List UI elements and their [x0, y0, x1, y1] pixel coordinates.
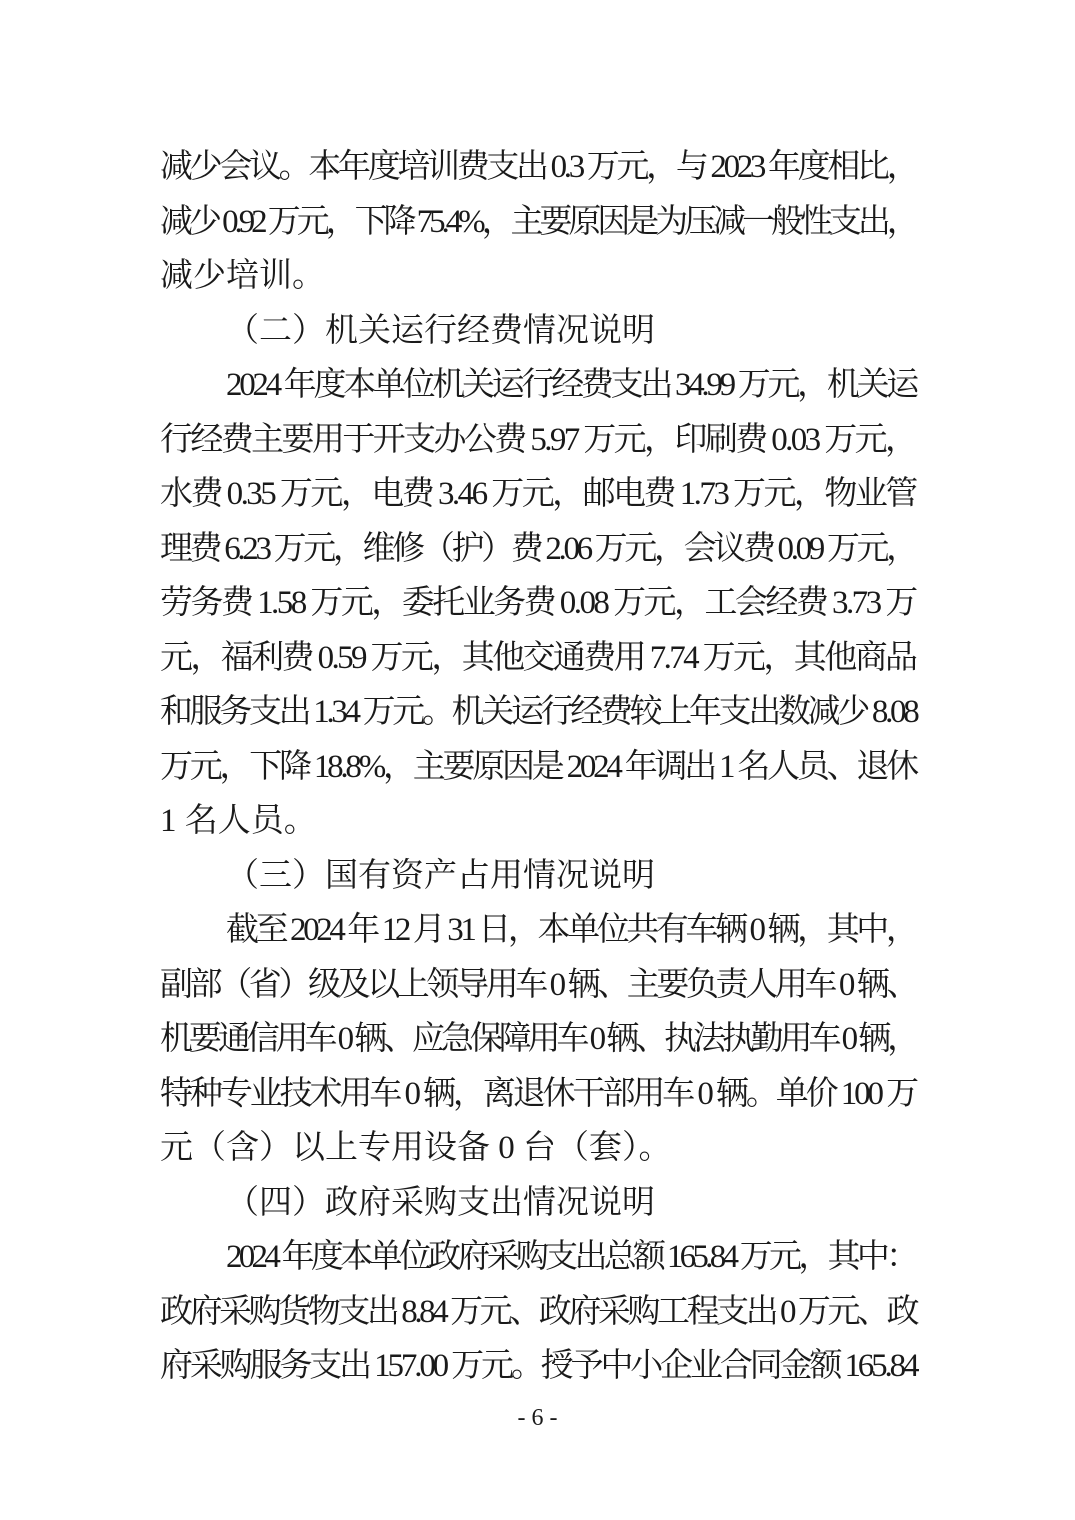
text-line: 减少 0.92 万元，下降 75.4%，主要原因是为压减一般性支出，: [160, 203, 916, 240]
text-line: 截至 2024 年 12 月 31 日，本单位共有车辆 0 辆，其中，: [226, 912, 916, 948]
text-line: 和服务支出 1.34 万元。机关运行经费较上年支出数减少 8.08: [160, 694, 917, 730]
text-line: 政府采购货物支出 8.84 万元、政府采购工程支出 0 万元、政: [160, 1293, 917, 1330]
text-line: 行经费主要用于开支办公费 5.97 万元，印刷费 0.03 万元，: [160, 421, 916, 458]
text-line: 机要通信用车 0 辆、应急保障用车 0 辆、执法执勤用车 0 辆，: [160, 1021, 917, 1057]
text-line: 元，福利费 0.59 万元，其他交通费用 7.74 万元，其他商品: [160, 639, 916, 676]
text-line: （二）机关运行经费情况说明: [226, 312, 655, 349]
text-line: 理费 6.23 万元，维修（护）费 2.06 万元，会议费 0.09 万元，: [160, 530, 916, 567]
text-line: 1 名人员。: [160, 803, 317, 839]
text-line: 府采购服务支出 157.00 万元。授予中小企业合同金额 165.84: [160, 1348, 917, 1384]
page-number: - 6 -: [517, 1405, 558, 1431]
text-line: （三）国有资产占用情况说明: [226, 857, 655, 894]
text-line: 2024 年度本单位机关运行经费支出 34.99 万元，机关运: [226, 367, 917, 403]
text-block: [160, 140, 916, 1394]
text-line: 水费 0.35 万元，电费 3.46 万元，邮电费 1.73 万元，物业管: [160, 476, 916, 512]
text-line: 2024 年度本单位政府采购支出总额 165.84 万元，其中：: [226, 1239, 916, 1275]
text-line: 元（含）以上专用设备 0 台（套）。: [160, 1130, 672, 1166]
text-line: 减少会议。本年度培训费支出 0.3 万元，与 2023 年度相比，: [160, 149, 917, 185]
text-line: 特种专业技术用车 0 辆，离退休干部用车 0 辆。单价 100 万: [160, 1075, 917, 1112]
text-line: 减少培训。: [160, 258, 325, 294]
text-line: 副部（省）级及以上领导用车 0 辆、主要负责人用车 0 辆、: [160, 966, 917, 1003]
text-line: （四）政府采购支出情况说明: [226, 1184, 655, 1221]
text-line: 万元，下降 18.8%，主要原因是 2024 年调出 1 名人员、退休: [160, 748, 916, 785]
text-line: 劳务费 1.58 万元，委托业务费 0.08 万元，工会经费 3.73 万: [160, 585, 916, 621]
